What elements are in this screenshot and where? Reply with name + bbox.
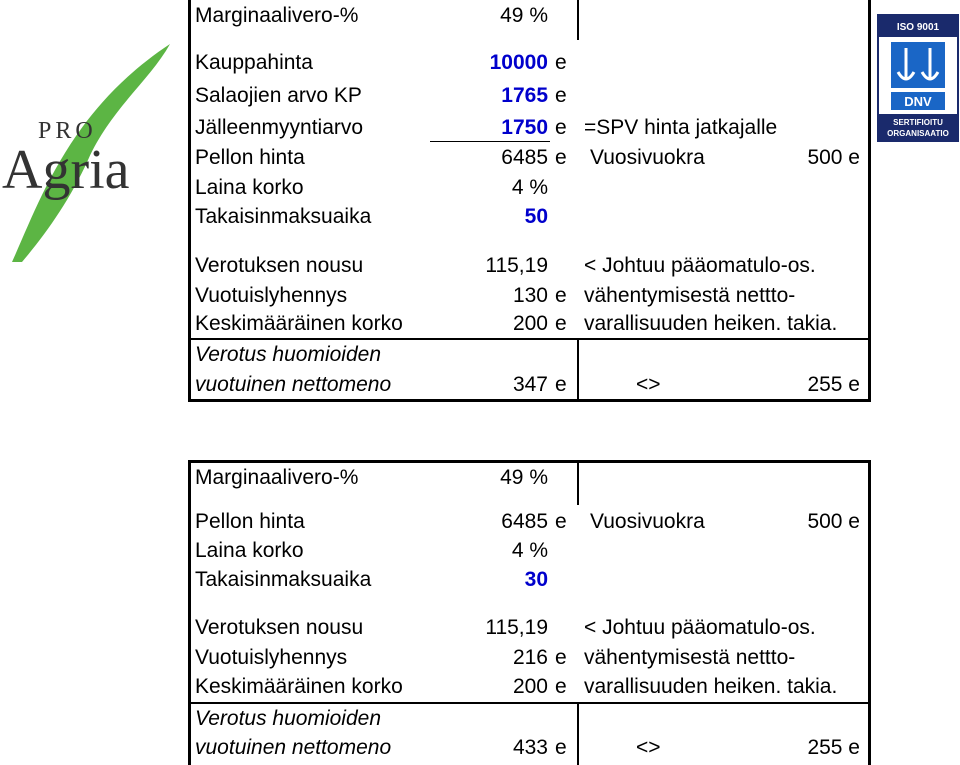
tax-increase-label: Verotuksen nousu — [195, 254, 364, 277]
loan-interest-label: Laina korko — [195, 539, 304, 562]
tax-note-3: varallisuuden heiken. takia. — [584, 675, 838, 698]
tax-note-2: vähentymisestä nettto- — [584, 646, 796, 669]
net-cost-label-1: Verotus huomioiden — [195, 707, 382, 730]
avg-interest-unit: e — [555, 675, 567, 698]
net-rent-value: 255 e — [807, 373, 860, 396]
avg-interest-value: 200 — [512, 312, 548, 335]
resale-unit: e — [555, 116, 567, 139]
avg-interest-value: 200 — [512, 675, 548, 698]
purchase-price-label: Kauppahinta — [195, 51, 313, 74]
svg-text:SERTIFIOITU: SERTIFIOITU — [893, 118, 943, 127]
field-price-label: Pellon hinta — [195, 510, 305, 533]
svg-text:ORGANISAATIO: ORGANISAATIO — [887, 129, 949, 138]
marginal-tax-value: 49 % — [500, 466, 548, 489]
net-cost-label-2: vuotuinen nettomeno — [195, 373, 392, 396]
marginal-tax-label: Marginaalivero-% — [195, 4, 359, 27]
net-cost-value: 347 — [512, 373, 548, 396]
payback-value: 30 — [524, 568, 548, 591]
marginal-tax-label: Marginaalivero-% — [195, 466, 359, 489]
logo-agria-text: Agria — [2, 139, 130, 201]
annual-payment-unit: e — [555, 284, 567, 307]
purchase-price-value: 10000 — [489, 51, 548, 74]
tax-note-1: < Johtuu pääomatulo-os. — [584, 254, 816, 277]
annual-rent-value: 500 e — [807, 510, 860, 533]
drainage-unit: e — [555, 84, 567, 107]
drainage-value: 1765 — [501, 84, 548, 107]
drainage-value-label: Salaojien arvo KP — [195, 84, 362, 107]
tax-note-1: < Johtuu pääomatulo-os. — [584, 616, 816, 639]
payback-label: Takaisinmaksuaika — [195, 205, 372, 228]
resale-label: Jälleenmyyntiarvo — [195, 116, 364, 139]
annual-rent-value: 500 e — [807, 146, 860, 169]
avg-interest-label: Keskimääräinen korko — [195, 675, 403, 698]
annual-rent-label: Vuosivuokra — [590, 146, 705, 169]
net-cost-label-1: Verotus huomioiden — [195, 343, 382, 366]
resale-note: =SPV hinta jatkajalle — [584, 116, 778, 139]
proagria-logo — [0, 40, 180, 265]
resale-value: 1750 — [501, 116, 548, 139]
avg-interest-unit: e — [555, 312, 567, 335]
dnv-certification-badge — [877, 14, 959, 142]
avg-interest-label: Keskimääräinen korko — [195, 312, 403, 335]
net-cost-unit: e — [555, 736, 567, 759]
field-price-unit: e — [555, 146, 567, 169]
comparison-sign: <> — [636, 373, 661, 396]
annual-payment-value: 216 — [512, 646, 548, 669]
loan-interest-value: 4 % — [511, 176, 548, 199]
field-price-value: 6485 — [501, 146, 548, 169]
annual-payment-value: 130 — [512, 284, 548, 307]
svg-text:ISO 9001: ISO 9001 — [896, 22, 940, 33]
tax-increase-value: 115,19 — [485, 616, 548, 639]
comparison-sign: <> — [636, 736, 661, 759]
loan-interest-value: 4 % — [511, 539, 548, 562]
loan-interest-label: Laina korko — [195, 176, 304, 199]
purchase-price-unit: e — [555, 51, 567, 74]
net-cost-label-2: vuotuinen nettomeno — [195, 736, 392, 759]
svg-text:DNV: DNV — [904, 94, 932, 109]
field-price-unit: e — [555, 510, 567, 533]
tax-note-2: vähentymisestä nettto- — [584, 284, 796, 307]
payback-label: Takaisinmaksuaika — [195, 568, 372, 591]
net-cost-value: 433 — [512, 736, 548, 759]
tax-note-3: varallisuuden heiken. takia. — [584, 312, 838, 335]
annual-rent-label: Vuosivuokra — [590, 510, 705, 533]
annual-payment-label: Vuotuislyhennys — [195, 284, 348, 307]
marginal-tax-value: 49 % — [500, 4, 548, 27]
annual-payment-unit: e — [555, 646, 567, 669]
net-cost-unit: e — [555, 373, 567, 396]
annual-payment-label: Vuotuislyhennys — [195, 646, 348, 669]
field-price-value: 6485 — [501, 510, 548, 533]
field-price-label: Pellon hinta — [195, 146, 305, 169]
tax-increase-value: 115,19 — [485, 254, 548, 277]
tax-increase-label: Verotuksen nousu — [195, 616, 364, 639]
logo-pro-text: PRO — [38, 118, 97, 144]
net-rent-value: 255 e — [807, 736, 860, 759]
payback-value: 50 — [524, 205, 548, 228]
